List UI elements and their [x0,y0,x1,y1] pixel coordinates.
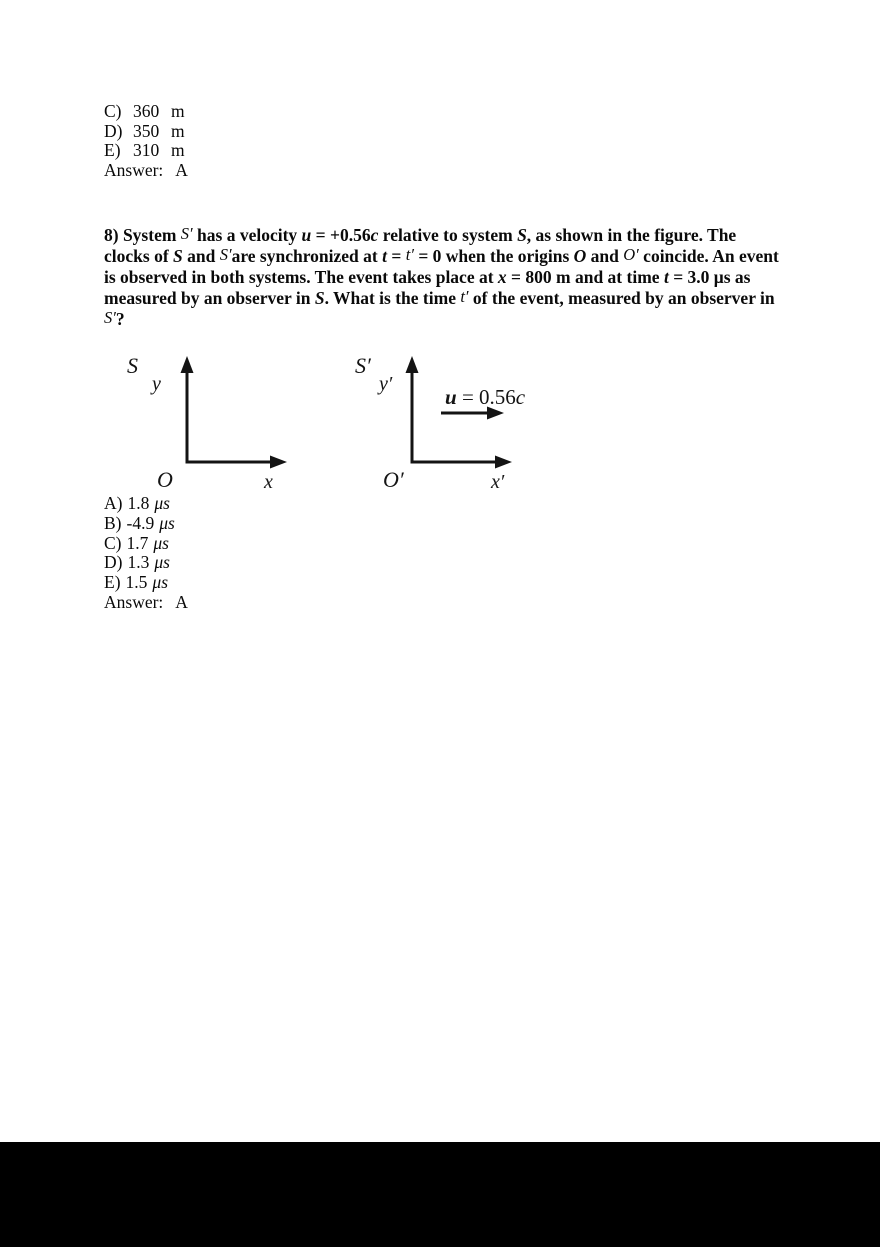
figure-coordinate-systems [100,350,560,500]
y-prime-axis-label: y′ [379,373,393,395]
option-value: 1.8 [127,493,150,513]
velocity-label: u = 0.56c [445,385,526,409]
origin-label: O [157,467,173,492]
option-value: 310 [133,140,160,161]
s-prime-frame-label: S′ [355,353,371,378]
option-unit: μs [154,493,170,513]
option-unit: μs [152,572,169,593]
option-unit: m [171,120,185,141]
x-prime-axis-arrowhead [495,456,512,469]
previous-question-options [104,102,188,181]
s-frame-label: S [127,353,138,378]
answer-label: Answer: [104,591,164,612]
question-line: clocks of S and S′are synchronized at t = t′ = 0 when the origins O and O′ coincide. An event [104,245,779,266]
question-options [104,494,188,613]
option-row [104,494,188,514]
option-value: 1.5 [125,572,148,593]
option-unit: μs [153,532,169,553]
option-row [104,573,188,593]
option-row [104,514,188,534]
answer-label: Answer: [104,160,164,181]
option-label: C) [104,101,122,121]
question-line: is observed in both systems. The event takes place at x = 800 m and at time t = 3.0 μs as [104,267,751,287]
option-row [104,553,188,573]
option-value: 350 [133,120,160,141]
s-prime-frame-axes [355,353,512,493]
answer-row [104,161,188,181]
x-axis-arrowhead [270,456,287,469]
option-label: A) [104,493,123,513]
answer-row [104,593,188,613]
option-unit: μs [154,552,170,573]
option-label: D) [104,120,123,141]
option-unit: m [171,140,185,161]
bottom-black-bar [0,1142,880,1247]
answer-value: A [175,160,188,181]
option-label: B) [104,512,122,533]
origin-prime-label: O′ [383,467,404,492]
option-label: D) [104,552,123,573]
question-text [104,225,804,330]
option-row [104,102,188,122]
question-line: S′? [104,308,125,329]
option-unit: μs [159,512,175,533]
option-label: E) [104,140,121,161]
s-frame-axes [127,353,287,493]
option-row [104,141,188,161]
x-prime-axis-label: x′ [491,471,505,493]
option-value: 360 [133,101,160,121]
question-line: measured by an observer in S. What is the time t′ of the event, measured by an observer in [104,287,775,308]
option-row [104,534,188,554]
y-axis-arrowhead [181,356,194,373]
option-value: 1.7 [126,532,149,553]
option-row [104,122,188,142]
velocity-annotation [441,385,526,420]
y-axis-label: y [152,373,161,395]
option-unit: m [171,101,185,121]
x-axis-label: x [264,471,273,493]
y-prime-axis-arrowhead [406,356,419,373]
answer-value: A [175,591,188,612]
option-value: 1.3 [127,552,150,573]
option-value: -4.9 [126,512,155,533]
option-label: E) [104,572,121,593]
question-line: 8) System S′ has a velocity u = +0.56c relative to system S, as shown in the figure. The [104,224,737,245]
option-label: C) [104,532,122,553]
